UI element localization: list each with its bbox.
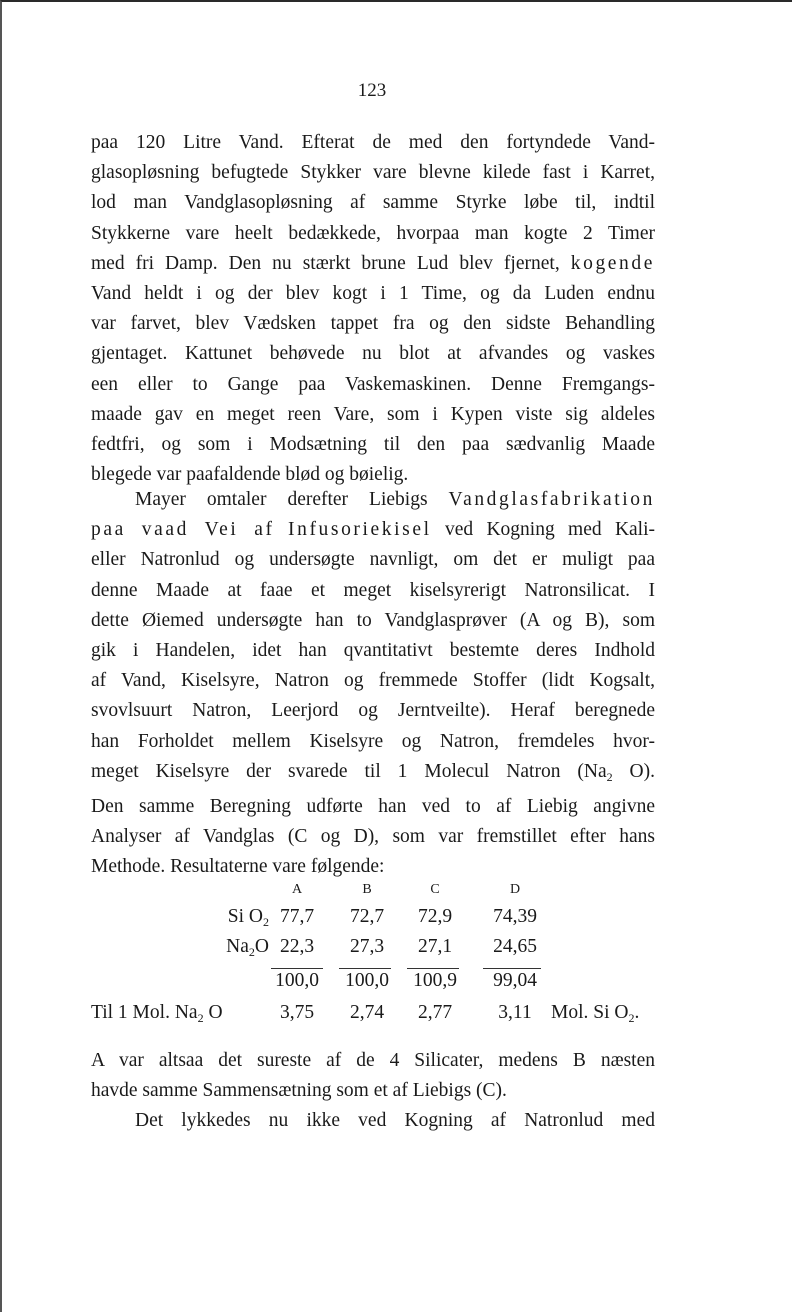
subscript: 2 xyxy=(263,915,269,929)
paragraph-2 xyxy=(91,485,655,883)
table-cell: 99,04 xyxy=(493,970,537,991)
unit-label xyxy=(551,1002,639,1026)
table-cell: 72,7 xyxy=(349,906,385,927)
text-line: blegede var paafaldende blød og bøielig. xyxy=(91,464,409,486)
text-line: Vand heldt i og der blev kogt i 1 Time, og da Luden endnu xyxy=(91,283,655,305)
text-fragment: O). xyxy=(612,760,655,782)
table-cell: 24,65 xyxy=(493,936,537,957)
text-line xyxy=(91,757,655,792)
spaced-word: Vandglasfabrikation xyxy=(448,489,655,510)
text-line: denne Maade at faae et meget kiselsyrerigt Natronsilicat. I xyxy=(91,579,655,601)
text-fragment: meget Kiselsyre der svarede til 1 Molecul Natron (Na xyxy=(91,760,607,782)
results-table xyxy=(91,876,671,1032)
text-line: eller Natronlud og undersøgte navnligt, om det er muligt paa xyxy=(91,549,655,571)
text-fragment: med fri Damp. Den nu stærkt brune Lud blev fjernet, xyxy=(91,252,560,274)
paragraph-4 xyxy=(91,1106,655,1136)
text-line xyxy=(91,515,655,545)
text-line: Stykkerne vare heelt bedækkede, hvorpaa man kogte 2 Timer xyxy=(91,222,655,244)
paragraph-3 xyxy=(91,1046,655,1106)
sum-rule xyxy=(339,968,391,969)
text-fragment: ved Kogning med Kali- xyxy=(444,519,656,541)
text-line: Den samme Beregning udførte han ved to af Liebig angivne xyxy=(91,796,655,818)
table-cell: 77,7 xyxy=(279,906,315,927)
text-line: havde samme Sammensætning som et af Liebigs (C). xyxy=(91,1080,507,1102)
spaced-word: Infusoriekisel xyxy=(288,519,432,541)
text-line: Det lykkedes nu ikke ved Kogning af Natronlud med xyxy=(135,1110,655,1131)
text-line: han Forholdet mellem Kiselsyre og Natron, fremdeles hvor- xyxy=(91,730,655,752)
subscript: 2 xyxy=(248,945,255,959)
text-line: dette Øiemed undersøgte han to Vandglasprøver (A og B), som xyxy=(91,609,655,631)
text-line: af Vand, Kiselsyre, Natron og fremmede Stoffer (lidt Kogsalt, xyxy=(91,670,655,692)
text-line: gik i Handelen, idet han qvantitativt bestemte deres Indhold xyxy=(91,640,655,662)
text-line: A var altsaa det sureste af de 4 Silicater, medens B næsten xyxy=(91,1050,655,1071)
table-cell: 72,9 xyxy=(417,906,453,927)
text-line: glasopløsning befugtede Stykker vare blevne kilede fast i Karret, xyxy=(91,162,655,184)
text-line: gjentaget. Kattunet behøvede nu blot at afvandes og vaskes xyxy=(91,343,655,365)
text-line: Methode. Resultaterne vare følgende: xyxy=(91,856,385,878)
subscript: 2 xyxy=(628,1011,635,1025)
table-row-ratio xyxy=(91,1002,671,1032)
text-line: svovlsuurt Natron, Leerjord og Jerntveilte). Heraf beregnede xyxy=(91,700,655,722)
table-cell: 2,74 xyxy=(349,1002,385,1023)
paragraph-1 xyxy=(91,128,655,490)
sum-rule xyxy=(271,968,323,969)
text-fragment: Til 1 Mol. Na xyxy=(91,1002,198,1023)
table-cell: 27,1 xyxy=(417,936,453,957)
table-cell: 3,75 xyxy=(279,1002,315,1023)
text-fragment: Si O xyxy=(227,906,263,927)
text-line: Analyser af Vandglas (C og D), som var fremstillet efter hans xyxy=(91,826,655,848)
sum-rule xyxy=(483,968,541,969)
page-number: 123 xyxy=(357,80,387,101)
text-line xyxy=(91,485,655,515)
spaced-word: paa vaad Vei af xyxy=(91,519,275,541)
table-row-totals xyxy=(91,966,671,996)
table-row-sio2 xyxy=(91,906,671,936)
table-cell: 3,11 xyxy=(498,1002,532,1023)
column-header: D xyxy=(509,882,521,897)
text-line: een eller to Gange paa Vaskemaskinen. Denne Fremgangs- xyxy=(91,373,655,395)
table-row-na2o xyxy=(91,936,671,966)
text-line: maade gav en meget reen Vare, som i Kypen viste sig aldeles xyxy=(91,403,655,425)
table-cell: 100,0 xyxy=(345,970,389,991)
subscript: 2 xyxy=(197,1011,204,1025)
row-label xyxy=(199,936,269,960)
text-fragment: O xyxy=(254,936,269,957)
table-cell: 74,39 xyxy=(493,906,537,927)
text-fragment: Mayer omtaler derefter Liebigs xyxy=(135,489,428,510)
sum-rule xyxy=(407,968,459,969)
column-header: C xyxy=(430,882,440,897)
table-cell: 2,77 xyxy=(417,1002,453,1023)
row-label xyxy=(199,906,269,930)
table-cell: 100,9 xyxy=(413,970,457,991)
text-line: var farvet, blev Vædsken tappet fra og den sidste Behandling xyxy=(91,313,655,335)
column-header: A xyxy=(291,882,303,897)
text-fragment: . xyxy=(634,1002,640,1023)
table-cell: 27,3 xyxy=(349,936,385,957)
table-cell: 100,0 xyxy=(275,970,319,991)
text-fragment: O xyxy=(203,1002,223,1023)
text-line: fedtfri, og som i Modsætning til den paa sædvanlig Maade xyxy=(91,434,655,456)
text-fragment: Mol. Si O xyxy=(551,1002,629,1023)
table-cell: 22,3 xyxy=(279,936,315,957)
spaced-word: kogende xyxy=(570,252,656,274)
subscript: 2 xyxy=(606,769,613,784)
text-fragment: Na xyxy=(226,936,249,957)
row-label xyxy=(91,1002,223,1026)
text-line: paa 120 Litre Vand. Efterat de med den fortyndede Vand- xyxy=(91,132,655,153)
text-line xyxy=(91,249,655,279)
table-header-row xyxy=(91,876,671,906)
column-header: B xyxy=(362,882,372,897)
text-line: lod man Vandglasopløsning af samme Styrke løbe til, indtil xyxy=(91,192,655,214)
